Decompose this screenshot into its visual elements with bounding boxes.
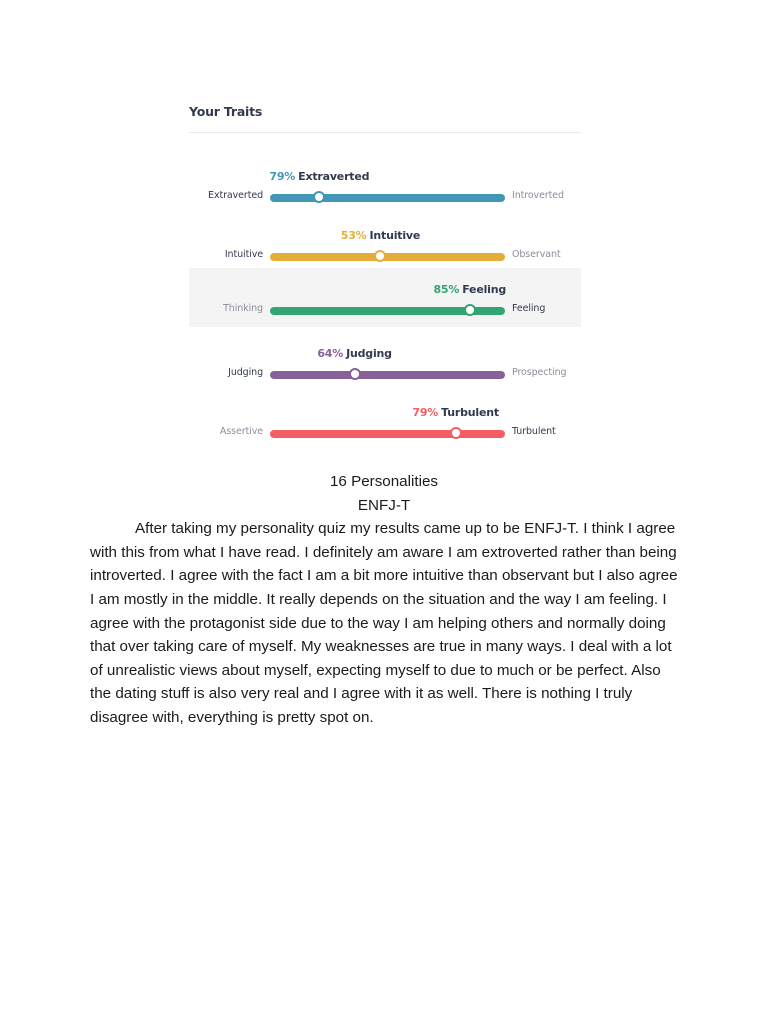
trait-percent: 85%: [433, 283, 460, 296]
trait-marker: [464, 304, 476, 316]
trait-percent: 53%: [340, 229, 367, 242]
essay-title: 16 Personalities: [329, 473, 439, 490]
trait-name: Turbulent: [441, 406, 499, 419]
traits-card: [189, 96, 581, 441]
trait-name: Feeling: [462, 283, 507, 296]
trait-name: Intuitive: [369, 229, 421, 242]
trait-marker: [349, 368, 361, 380]
trait-percent: 64%: [317, 347, 344, 360]
trait-right-label: Prospecting: [512, 367, 567, 378]
trait-heading: [433, 283, 506, 296]
trait-left-label: Judging: [228, 367, 263, 378]
trait-bar: [270, 194, 505, 202]
trait-right-label: Observant: [512, 249, 561, 260]
trait-marker: [450, 427, 462, 439]
trait-percent: 79%: [412, 406, 439, 419]
trait-left-label: Intuitive: [224, 249, 263, 260]
essay: [90, 470, 690, 730]
trait-name: Judging: [346, 347, 392, 360]
trait-heading: [341, 229, 420, 242]
trait-left-label: Extraverted: [208, 190, 263, 201]
trait-heading: [317, 347, 391, 360]
trait-name: Extraverted: [298, 170, 370, 183]
traits-divider: [189, 132, 581, 133]
trait-percent: 79%: [269, 170, 296, 183]
trait-row-nature: [189, 268, 581, 327]
trait-left-label: Assertive: [219, 426, 263, 437]
trait-row-mind: [189, 214, 581, 273]
traits-title: Your Traits: [189, 104, 263, 119]
trait-left-label: Thinking: [223, 303, 263, 314]
trait-right-label: Turbulent: [512, 426, 556, 437]
essay-body: After taking my personality quiz my results came up to be ENFJ-T. I think I agree with this from what I have read. I definitely am aware I am extroverted rather than being introverted. I agree with the fact I am a bit more intuitive than observant but I also agree I am mostly in the middle. It really depends on the situation and the way I am feeling. I agree with the protagonist side due to the way I am helping others and normally doing that over taking care of myself. My weaknesses are true in many ways. I deal with a lot of unrealistic views about myself, expecting myself to due to much or be perfect. Also the dating stuff is also very real and I agree with it as well. There is nothing I truly disagree with, everything is pretty spot on.: [90, 520, 678, 726]
trait-row-identity: [189, 391, 581, 450]
trait-heading: [269, 170, 369, 183]
essay-subtitle: ENFJ-T: [357, 496, 411, 514]
trait-right-label: Feeling: [512, 303, 546, 314]
trait-bar: [270, 430, 505, 438]
trait-heading: [412, 406, 499, 419]
trait-row-tactics: [189, 332, 581, 391]
trait-bar: [270, 371, 505, 379]
trait-row-energy: [189, 155, 581, 214]
trait-right-label: Introverted: [512, 190, 564, 201]
trait-bar: [270, 253, 505, 261]
